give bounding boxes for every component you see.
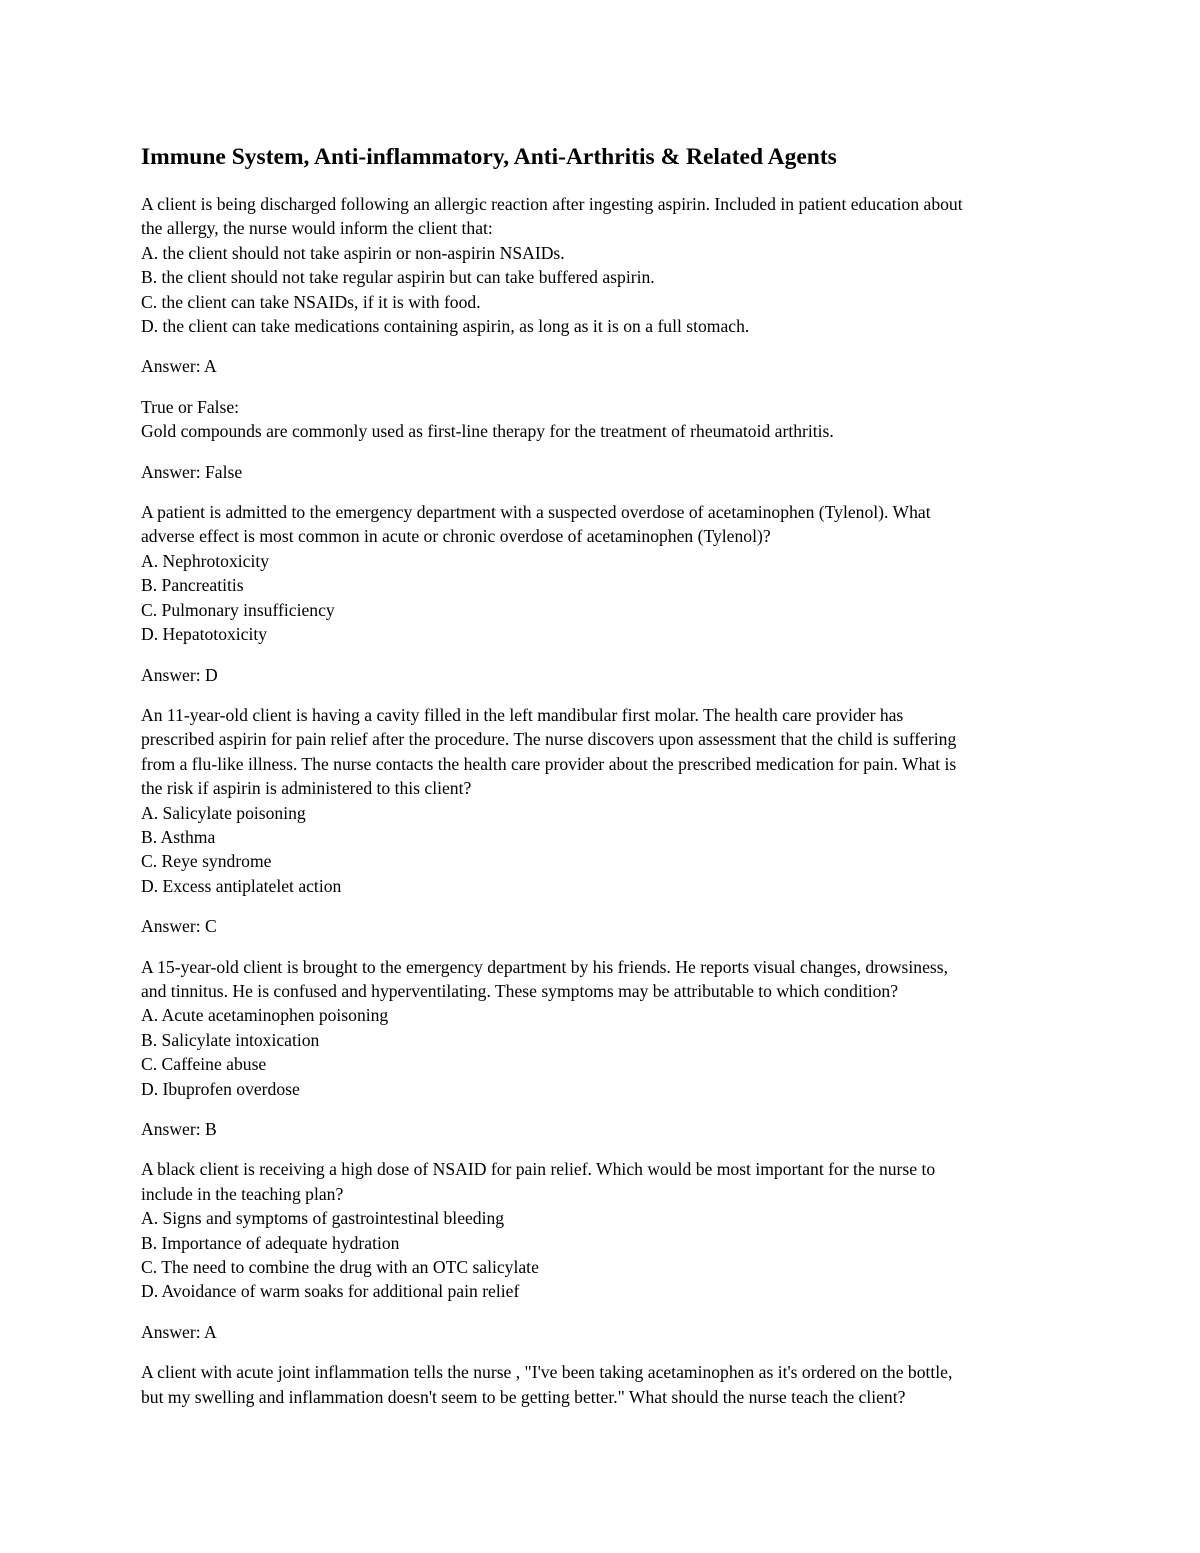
question-6 [141, 1157, 1061, 1303]
question-stem-line: A patient is admitted to the emergency department with a suspected overdose of acetaminophen (Tylenol). What [141, 502, 931, 523]
option-a: A. Signs and symptoms of gastrointestinal bleeding [141, 1208, 505, 1229]
question-stem-line: prescribed aspirin for pain relief after the procedure. The nurse discovers upon assessment that the child is suffering [141, 729, 957, 750]
question-3 [141, 500, 1061, 646]
answer-3 [141, 663, 1061, 687]
question-stem-line: include in the teaching plan? [141, 1183, 344, 1204]
answer-2 [141, 460, 1061, 484]
question-stem-line: An 11-year-old client is having a cavity filled in the left mandibular first molar. The health care provider has [141, 704, 904, 725]
option-d: D. the client can take medications containing aspirin, as long as it is on a full stomach. [141, 316, 750, 337]
answer-5 [141, 1117, 1061, 1141]
option-c: C. The need to combine the drug with an OTC salicylate [141, 1257, 539, 1278]
question-stem-line: the risk if aspirin is administered to this client? [141, 778, 472, 799]
option-a: A. the client should not take aspirin or non-aspirin NSAIDs. [141, 242, 565, 263]
option-d: D. Avoidance of warm soaks for additional pain relief [141, 1281, 520, 1302]
option-d: D. Ibuprofen overdose [141, 1078, 300, 1099]
option-c: C. Pulmonary insufficiency [141, 599, 335, 620]
true-false-label: True or False: [141, 396, 240, 417]
option-a: A. Salicylate poisoning [141, 802, 306, 823]
question-stem-line: A client with acute joint inflammation tells the nurse , "I've been taking acetaminophen as it's ordered on the bottle, [141, 1362, 953, 1383]
question-7 [141, 1360, 1061, 1409]
answer-4 [141, 914, 1061, 938]
answer-options [141, 1206, 1061, 1304]
question-stem-line: but my swelling and inflammation doesn't seem to be getting better." What should the nurse teach the client? [141, 1386, 906, 1407]
question-stem-line: A 15-year-old client is brought to the emergency department by his friends. He reports visual changes, drowsiness, [141, 956, 948, 977]
answer-text: Answer: C [141, 916, 217, 937]
question-2 [141, 395, 1061, 444]
question-stem-line: adverse effect is most common in acute or chronic overdose of acetaminophen (Tylenol)? [141, 526, 771, 547]
answer-text: Answer: A [141, 356, 217, 377]
question-1 [141, 192, 1061, 338]
question-stem-line: A black client is receiving a high dose of NSAID for pain relief. Which would be most important for the nurse to [141, 1159, 936, 1180]
answer-text: Answer: False [141, 461, 243, 482]
option-c: C. the client can take NSAIDs, if it is with food. [141, 291, 481, 312]
answer-text: Answer: B [141, 1119, 217, 1139]
answer-6 [141, 1320, 1061, 1344]
option-b: B. the client should not take regular aspirin but can take buffered aspirin. [141, 267, 655, 288]
answer-options [141, 801, 1061, 899]
option-d: D. Hepatotoxicity [141, 624, 268, 645]
answer-options [141, 1003, 1061, 1101]
option-b: B. Salicylate intoxication [141, 1029, 320, 1050]
question-5 [141, 955, 1061, 1101]
option-b: B. Asthma [141, 826, 216, 847]
answer-1 [141, 354, 1061, 378]
option-a: A. Nephrotoxicity [141, 550, 270, 571]
question-stem-line: from a flu-like illness. The nurse contacts the health care provider about the prescribed medication for pain. What is [141, 753, 957, 774]
option-c: C. Caffeine abuse [141, 1054, 267, 1075]
question-stem-line: the allergy, the nurse would inform the client that: [141, 218, 493, 239]
question-stem-line: A client is being discharged following an allergic reaction after ingesting aspirin. Included in patient education about [141, 194, 963, 214]
option-b: B. Pancreatitis [141, 575, 244, 596]
option-a: A. Acute acetaminophen poisoning [141, 1005, 389, 1026]
answer-options [141, 241, 1061, 339]
question-statement: Gold compounds are commonly used as first-line therapy for the treatment of rheumatoid arthritis. [141, 421, 834, 442]
option-c: C. Reye syndrome [141, 851, 272, 872]
option-b: B. Importance of adequate hydration [141, 1232, 400, 1253]
document-page [141, 142, 1061, 1425]
document-title: Immune System, Anti-inflammatory, Anti-Arthritis & Related Agents [141, 144, 837, 170]
answer-options [141, 549, 1061, 647]
question-stem-line: and tinnitus. He is confused and hyperventilating. These symptoms may be attributable to which condition? [141, 980, 899, 1001]
option-d: D. Excess antiplatelet action [141, 875, 342, 896]
answer-text: Answer: A [141, 1321, 217, 1342]
answer-text: Answer: D [141, 664, 218, 685]
question-4 [141, 703, 1061, 898]
